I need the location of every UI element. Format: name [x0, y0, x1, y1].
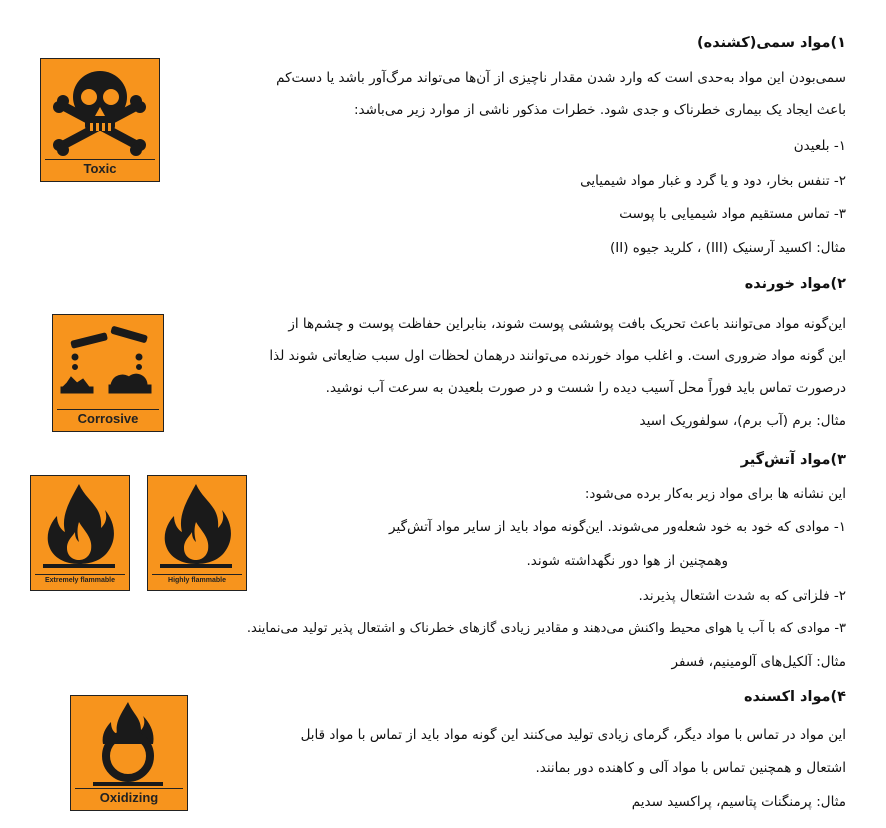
- flammable-list-item-1: ۱- موادی که خود به خود شعله‌ور می‌شوند. این‌گونه مواد باید از سایر مواد آتش‌گیر: [389, 519, 846, 535]
- corrosive-paragraph-line-3: درصورت تماس باید فوراً محل آسیب دیده را شست و در صورت بلعیدن به سرعت آب نوشید.: [325, 380, 846, 396]
- toxic-example: مثال: اکسید آرسنیک (III) ، کلرید جیوه (II): [609, 240, 846, 256]
- oxidizing-example: مثال: پرمنگنات پتاسیم، پراکسید سدیم: [631, 794, 846, 810]
- sign-label-oxidizing: Oxidizing: [75, 788, 183, 807]
- highly-flammable-sign: [147, 475, 247, 591]
- flammable-list-item-3: ۳- موادی که با آب یا هوای محیط واکنش می‌دهند و مقادیر زیادی گازهای خطرناک و اشتعال پذیر تولید می‌نمایند.: [246, 621, 846, 636]
- skull-crossbones-icon: [41, 59, 158, 159]
- toxic-paragraph-line-1: سمی‌بودن این مواد به‌حدی است که وارد شدن مقدار ناچیزی از آن‌ها می‌تواند مرگ‌آور باشد یا دست‌کم: [276, 70, 846, 86]
- sign-label-corrosive: Corrosive: [57, 409, 159, 428]
- toxic-list-item-1: ۱- بلعیدن: [793, 138, 846, 154]
- sign-label-toxic: Toxic: [45, 159, 155, 178]
- corrosive-paragraph-line-2: این گونه مواد ضروری است. و اغلب مواد خورنده می‌توانند درهمان لحظات اول سبب ضایعاتی شوند لذا: [269, 348, 846, 364]
- sign-label-highly-flammable: Highly flammable: [152, 574, 242, 587]
- extremely-flammable-sign: [30, 475, 130, 591]
- oxidizing-paragraph-line-1: این مواد در تماس با مواد دیگر، گرمای زیادی تولید می‌کنند این گونه مواد باید از تماس با مواد قابل: [300, 727, 846, 743]
- oxidizing-paragraph-line-2: اشتعال و همچنین تماس با مواد آلی و کاهنده دور بمانند.: [535, 760, 846, 776]
- section-heading-corrosive: ۲)مواد خورنده: [744, 276, 846, 292]
- flammable-example: مثال: آلکیل‌های آلومینیم، فسفر: [671, 654, 846, 670]
- flame-over-circle-icon: [71, 696, 186, 790]
- toxic-sign: [40, 58, 160, 182]
- flame-icon: [31, 476, 128, 572]
- sign-label-extremely-flammable: Extremely flammable: [35, 574, 125, 587]
- section-heading-flammable: ۳)مواد آتش‌گیر: [740, 452, 846, 468]
- corrosive-paragraph-line-1: این‌گونه مواد می‌توانند باعث تحریک بافت پوششی پوست شوند، بنابراین حفاظت پوست و چشم‌ها از: [288, 316, 846, 332]
- flame-icon: [148, 476, 245, 572]
- corrosive-icon: [53, 315, 162, 411]
- flammable-list-item-1-cont: وهمچنین از هوا دور نگهداشته شوند.: [526, 553, 728, 569]
- section-heading-oxidizing: ۴)مواد اکسنده: [743, 689, 846, 705]
- toxic-list-item-3: ۳- تماس مستقیم مواد شیمیایی با پوست: [619, 206, 846, 222]
- toxic-paragraph-line-2: باعث ایجاد یک بیماری خطرناک و جدی شود. خطرات مذکور ناشی از موارد زیر می‌باشد:: [354, 102, 846, 118]
- oxidizing-sign: [70, 695, 188, 811]
- section-heading-toxic: ۱)مواد سمی(کشنده): [697, 35, 846, 51]
- flammable-intro: این نشانه ها برای مواد زیر به‌کار برده می‌شود:: [584, 486, 846, 502]
- toxic-list-item-2: ۲- تنفس بخار، دود و یا گرد و غبار مواد شیمیایی: [580, 173, 846, 189]
- corrosive-example: مثال: برم (آب برم)، سولفوریک اسید: [639, 413, 846, 429]
- flammable-list-item-2: ۲- فلزاتی که به شدت اشتعال پذیرند.: [638, 588, 846, 604]
- corrosive-sign: [52, 314, 164, 432]
